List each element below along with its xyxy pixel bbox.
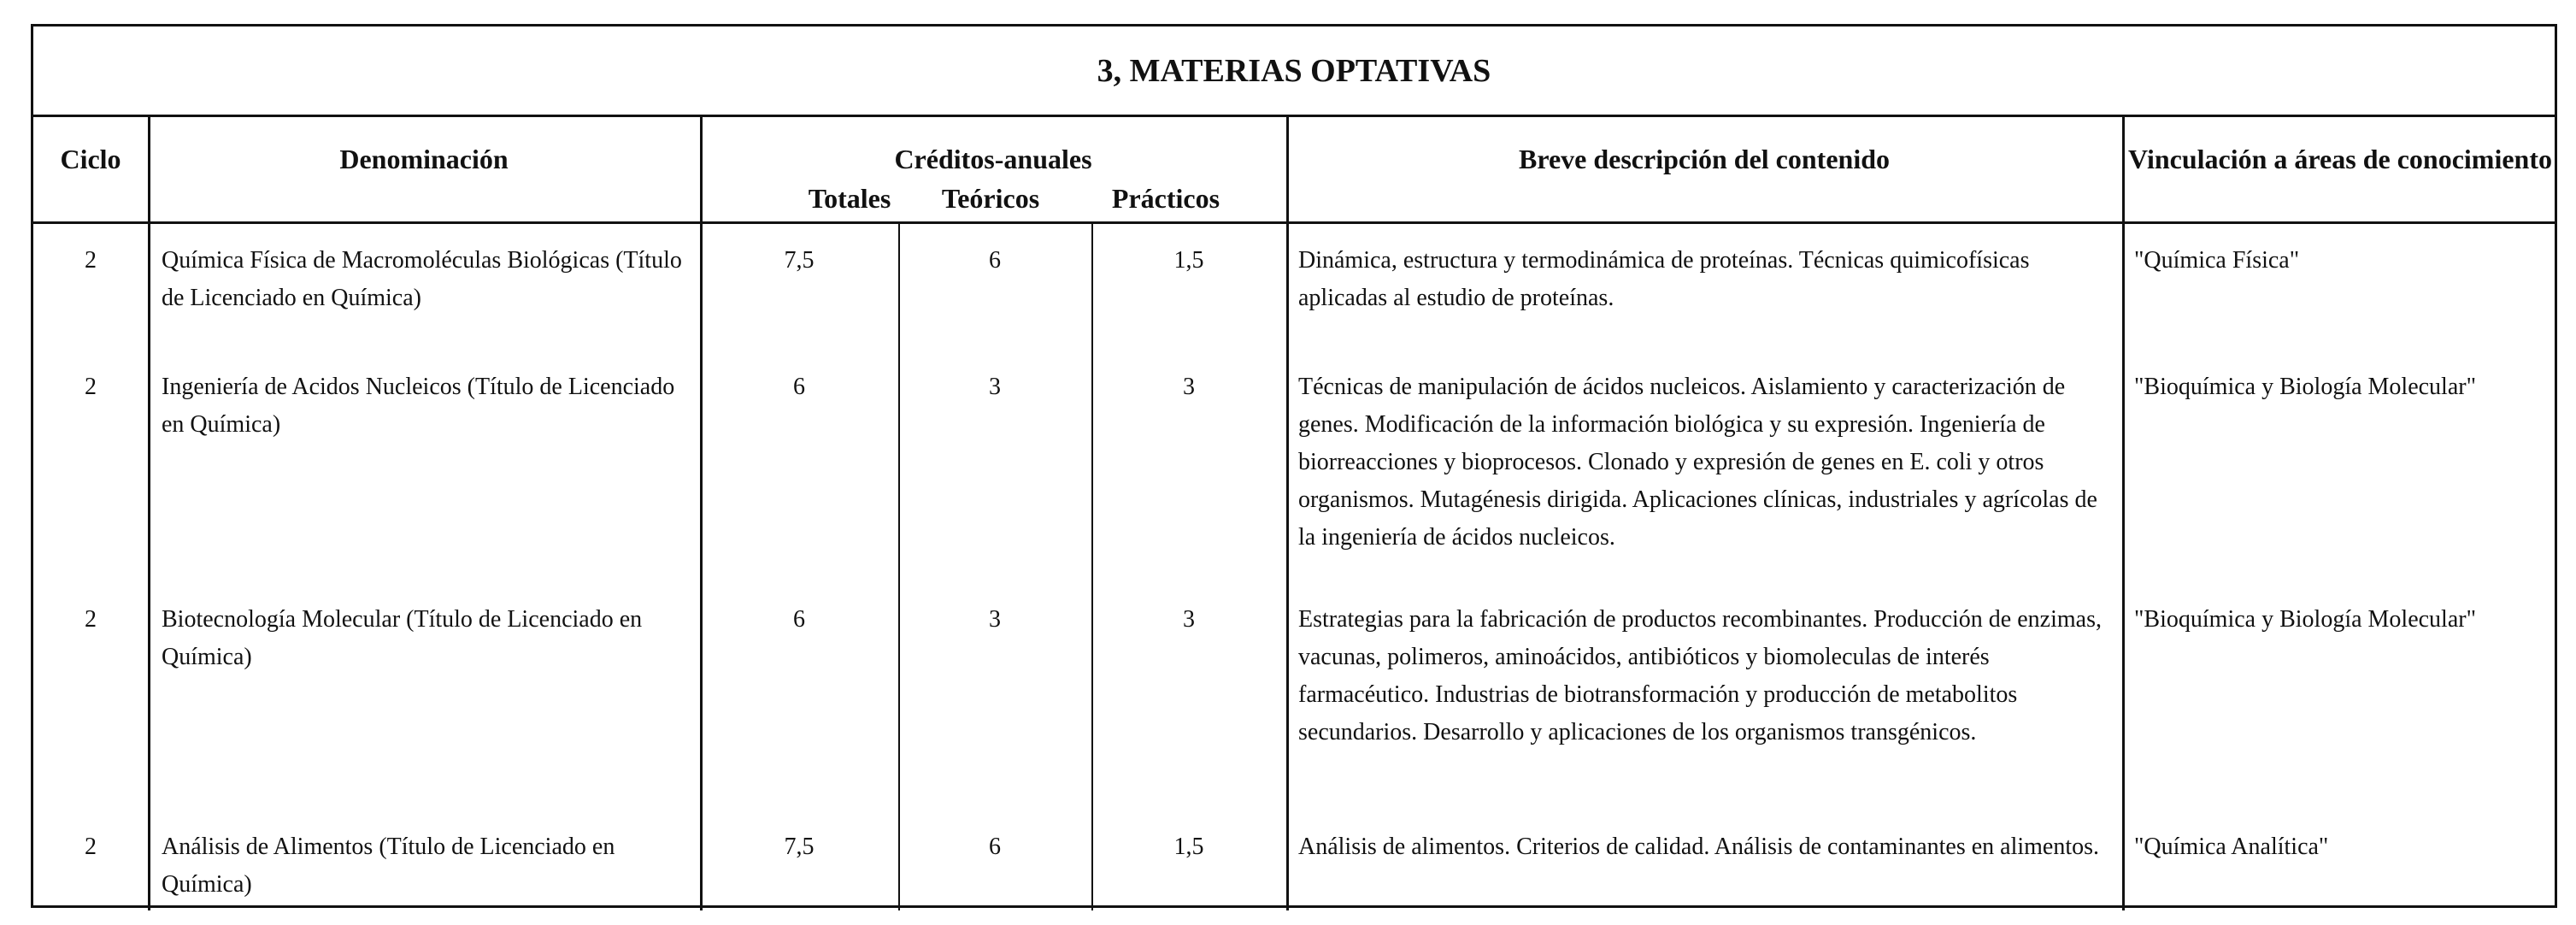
header-vinculacion: Vinculación a áreas de conocimiento [2128, 144, 2552, 174]
header-ciclo: Ciclo [60, 144, 121, 174]
row-4-ciclo: 2 [85, 834, 97, 860]
row-1-ciclo: 2 [85, 247, 97, 274]
row-2-vinculacion: "Bioquímica y Biología Molecular" [2134, 374, 2477, 400]
row-2-ciclo: 2 [85, 374, 97, 400]
row-3-vinculacion: "Bioquímica y Biología Molecular" [2134, 606, 2477, 633]
col-line-4 [2122, 117, 2125, 910]
row-1-totales: 7,5 [784, 247, 815, 274]
row-3-practicos: 3 [1183, 606, 1195, 633]
header-totales: Totales [808, 183, 891, 214]
row-2-descripcion: Técnicas de manipulación de ácidos nucleicos. Aislamiento y caracterización de genes. Modificación de la información biológica y su expresión. Ingeniería de biorreacciones y bioprocesos. Clonado y expresión de genes en E. coli y otros organismos. Mutagénesis dirigida. Aplicaciones clínicas, industriales y agrícolas de la ingeniería de ácidos nucleicos. [1298, 374, 2097, 551]
row-1-practicos: 1,5 [1173, 247, 1204, 274]
col-line-3 [1286, 117, 1289, 910]
row-1-teoricos: 6 [989, 247, 1001, 274]
header-bottom-line [33, 221, 2555, 224]
row-2-practicos: 3 [1183, 374, 1195, 400]
col-line-1 [148, 117, 150, 910]
row-4-descripcion: Análisis de alimentos. Criterios de calidad. Análisis de contaminantes en alimentos. [1298, 834, 2100, 860]
row-4-vinculacion: "Química Analítica" [2134, 834, 2329, 860]
row-3-denominacion: Biotecnología Molecular (Título de Licenciado en Química) [162, 606, 643, 670]
header-descripcion: Breve descripción del contenido [1518, 144, 1891, 174]
col-line-5 [2560, 117, 2562, 910]
row-4-practicos: 1,5 [1173, 834, 1204, 860]
header-practicos: Prácticos [1111, 183, 1220, 214]
row-4-totales: 7,5 [784, 834, 815, 860]
row-3-ciclo: 2 [85, 606, 97, 633]
row-1-denominacion: Química Física de Macromoléculas Biológicas (Título de Licenciado en Química) [162, 247, 682, 311]
row-4-teoricos: 6 [989, 834, 1001, 860]
table-title: 3, MATERIAS OPTATIVAS [33, 27, 2555, 117]
row-1-vinculacion: "Química Física" [2134, 247, 2300, 274]
row-4-denominacion: Análisis de Alimentos (Título de Licenciado en Química) [162, 834, 615, 898]
row-3-teoricos: 3 [989, 606, 1001, 633]
row-1-descripcion: Dinámica, estructura y termodinámica de proteínas. Técnicas quimicofísicas aplicadas al estudio de proteínas. [1298, 247, 2030, 311]
col-line-2 [700, 117, 703, 910]
row-2-totales: 6 [793, 374, 805, 400]
row-2-denominacion: Ingeniería de Acidos Nucleicos (Título de Licenciado en Química) [162, 374, 675, 438]
header-teoricos: Teóricos [941, 183, 1040, 214]
header-creditos: Créditos-anuales [894, 144, 1092, 174]
header-denominacion: Denominación [339, 144, 509, 174]
materias-optativas-table [31, 24, 2557, 908]
credit-line-1 [898, 223, 900, 910]
credit-line-2 [1091, 223, 1093, 910]
row-2-teoricos: 3 [989, 374, 1001, 400]
row-3-descripcion: Estrategias para la fabricación de productos recombinantes. Producción de enzimas, vacunas, polimeros, aminoácidos, antibióticos y biomoleculas de interés farmacéutico. Industrias de biotransformación y producción de metabolitos secundarios. Desarrollo y aplicaciones de los organismos transgénicos. [1298, 606, 2102, 745]
row-3-totales: 6 [793, 606, 805, 633]
